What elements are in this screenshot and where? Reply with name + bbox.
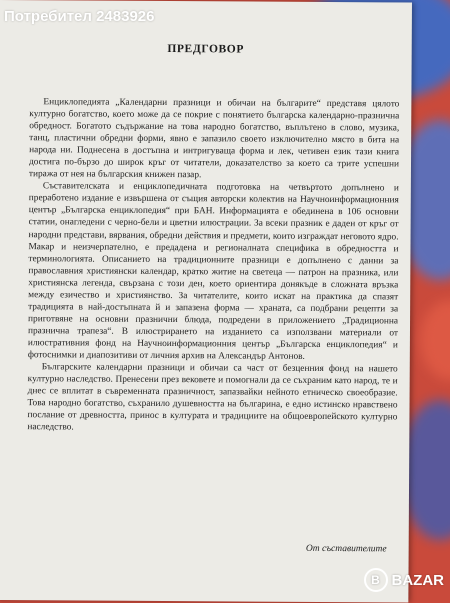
user-watermark: Потребител 2483926: [4, 8, 155, 25]
bazar-logo-text: BAZAR: [391, 571, 444, 589]
fabric-patch: [420, 300, 450, 380]
signature: От съставителите: [305, 543, 387, 555]
page-title: ПРЕДГОВОР: [167, 43, 245, 56]
bazar-logo: [364, 568, 445, 592]
paragraph: Българските календарни празници и обичаи са част от безценния фонд на нашето културно наследство. Пренесени през вековете и помогнали да се съхраним като народ, те и днес се вплитат в съвременната празничност, запазвайки нейното етническо своеобразие. Това народно богатство, съхранило душевността на българина, е едно истинско нравствено послание от древността, принос в културата и традициите на общоевропейското културно наследство.: [27, 362, 398, 433]
preface-text: [27, 96, 399, 436]
paragraph: Енциклопедията „Календарни празници и обичаи на българите“ представя цялото културно богатство, което може да се покрие с понятието българска календарно-празнична обредност. Богатото съдържание на това народно богатство, въплътено в слово, музика, танц, пластични обредни форми, явно е запазило своето изключително място в бита на народа ни. Поднесена в достъпна и интригуваща форма и лек, четивен език тази книга достига по-бързо до широк кръг от читатели, доказателство за което са трите успешни тиража от нея на българския книжен пазар.: [28, 97, 400, 181]
bazar-logo-icon: B: [364, 568, 388, 592]
paragraph: Съставителската и енциклопедичната подготовка на четвъртото допълнено и преработено издание е извършена от същия авторски колектив на Научноинформационния център „Българска енциклопедия“ при БАН. Информацията е обединена в 106 основни статии, онагледени с черно-бели и цветни илюстрации. За всеки празник е даден от кръг от народни представи, вярвания, обредни действия и предмети, които изграждат неговото ядро. Макар и неизчерпателно, е предадена и регионалната специфика в обредността и терминологията. Описанието на традиционните празници е допълнено с данни за православния християнски календар, кратко житие на светеца — патрон на празника, или християнска легенда, свързана с този ден, което ориентира донякъде в сложната връзка между езичество и християнство. За читателите, които искат на практика да спазят традицията в най-достъпната й и запазена форма — храната, са подбрани рецепти за приготвяне на основни празнични блюда, подредени в приложението „Традиционна празнична трапеза“. В илюстрирането на изданието са използвани материали от илюстративния фонд на Научноинформационния център „Българска енциклопедия“ и фотоснимки и диапозитиви от личния архив на Александър Антонов.: [27, 181, 399, 362]
